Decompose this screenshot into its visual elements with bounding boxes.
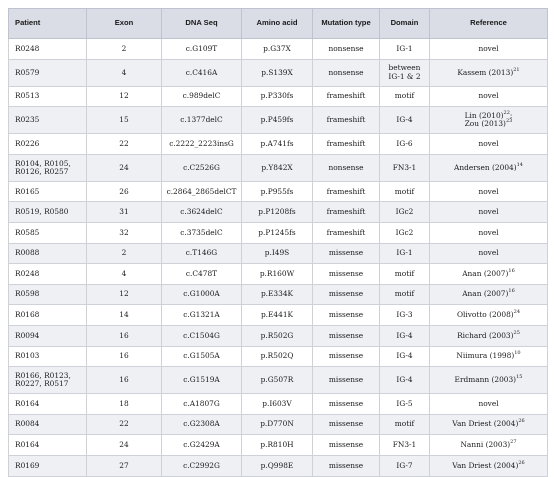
cell-domain (380, 202, 430, 223)
cell-exon: 27 (87, 455, 162, 476)
cell-exon: 14 (87, 305, 162, 326)
cell-patient (9, 435, 87, 456)
table-row (9, 367, 548, 394)
table-row (9, 107, 548, 134)
reference-text: Anan (2007) (462, 268, 509, 278)
cell-exon: 24 (87, 435, 162, 456)
cell-mutation-type: missense (313, 346, 380, 367)
cell-reference (430, 394, 548, 415)
cell-exon: 4 (87, 59, 162, 86)
domain-text: motif (394, 268, 415, 278)
cell-mutation-type: missense (313, 305, 380, 326)
domain-text: IG-4 (396, 115, 413, 125)
patient-id: R0103 (15, 351, 40, 361)
cell-domain (380, 86, 430, 107)
cell-patient (9, 284, 87, 305)
cell-amino-acid: p.S139X (242, 59, 313, 86)
cell-reference (430, 59, 548, 86)
cell-patient (9, 325, 87, 346)
patient-id: R0579 (15, 67, 40, 77)
reference-citation: 27 (510, 439, 517, 446)
cell-exon: 16 (87, 367, 162, 394)
cell-exon: 16 (87, 346, 162, 367)
cell-dna-seq: c.G1519A (162, 367, 242, 394)
cell-dna-seq: c.3624delC (162, 202, 242, 223)
cell-reference (430, 305, 548, 326)
reference-text: Anan (2007) (462, 289, 509, 299)
cell-mutation-type: frameshift (313, 222, 380, 243)
reference-citation: 21 (513, 66, 520, 73)
reference-text: Andersen (2004) (454, 162, 517, 172)
cell-patient (9, 394, 87, 415)
cell-domain (380, 367, 430, 394)
cell-dna-seq: c.G1000A (162, 284, 242, 305)
reference-citation: 25 (513, 329, 520, 336)
cell-amino-acid: p.Y842X (242, 154, 313, 181)
cell-amino-acid: p.P955fs (242, 181, 313, 202)
cell-domain (380, 305, 430, 326)
domain-text: IG-7 (396, 460, 413, 470)
domain-text: IG-4 (396, 330, 413, 340)
cell-domain (380, 394, 430, 415)
cell-domain (380, 455, 430, 476)
patient-id: R0519, R0580 (15, 207, 69, 217)
cell-reference (430, 107, 548, 134)
header-amino-acid: Amino acid (242, 9, 313, 39)
reference-citation: 10 (514, 350, 521, 357)
reference-text: novel (478, 91, 499, 101)
header-row (9, 9, 548, 39)
cell-dna-seq: c.C478T (162, 264, 242, 285)
reference-text: novel (478, 186, 499, 196)
cell-dna-seq: c.G1321A (162, 305, 242, 326)
cell-reference (430, 367, 548, 394)
cell-exon: 24 (87, 154, 162, 181)
reference-citation: 23 (505, 118, 513, 125)
table-row (9, 394, 548, 415)
cell-amino-acid: p.R810H (242, 435, 313, 456)
reference-citation: 26 (518, 459, 525, 466)
reference-citation: 16 (508, 288, 515, 295)
reference-citation: 22 (503, 110, 510, 117)
table-row (9, 284, 548, 305)
table-row (9, 86, 548, 107)
cell-domain (380, 414, 430, 435)
cell-dna-seq: c.C1504G (162, 325, 242, 346)
reference-text: Kassem (2013) (457, 67, 514, 77)
cell-domain (380, 435, 430, 456)
patient-id: R0585 (15, 227, 40, 237)
cell-patient (9, 264, 87, 285)
cell-amino-acid: p.G37X (242, 39, 313, 60)
table-row (9, 435, 548, 456)
cell-exon: 2 (87, 39, 162, 60)
reference-text: Nanni (2003) (460, 440, 511, 450)
table-row (9, 154, 548, 181)
cell-amino-acid: p.I49S (242, 243, 313, 264)
cell-patient (9, 107, 87, 134)
reference-citation: 26 (518, 418, 525, 425)
cell-patient (9, 154, 87, 181)
reference-citation: 15 (516, 374, 523, 381)
reference-text: novel (478, 227, 499, 237)
table-row (9, 305, 548, 326)
patient-id: R0598 (15, 289, 40, 299)
cell-mutation-type: missense (313, 264, 380, 285)
cell-exon: 4 (87, 264, 162, 285)
cell-exon: 31 (87, 202, 162, 223)
header-exon: Exon (87, 9, 162, 39)
cell-mutation-type: missense (313, 414, 380, 435)
cell-dna-seq: c.2222_2223insG (162, 134, 242, 155)
domain-text: IG-1 (396, 248, 413, 258)
reference-text: Van Driest (2004) (452, 419, 519, 429)
reference-text: novel (478, 207, 499, 217)
cell-mutation-type: frameshift (313, 134, 380, 155)
patient-id: R0094 (15, 330, 40, 340)
cell-domain (380, 39, 430, 60)
cell-mutation-type: missense (313, 435, 380, 456)
cell-mutation-type: missense (313, 455, 380, 476)
cell-mutation-type: missense (313, 284, 380, 305)
domain-text: IG-1 (396, 43, 413, 53)
cell-reference (430, 414, 548, 435)
cell-patient (9, 367, 87, 394)
cell-reference (430, 264, 548, 285)
reference-text: Lin (2010) (464, 111, 504, 121)
cell-reference (430, 455, 548, 476)
domain-text: motif (394, 91, 415, 101)
patient-id: R0168 (15, 310, 40, 320)
reference-text: Zou (2013) (464, 119, 506, 129)
cell-reference (430, 284, 548, 305)
cell-mutation-type: missense (313, 243, 380, 264)
cell-mutation-type: nonsense (313, 154, 380, 181)
cell-amino-acid: p.P330fs (242, 86, 313, 107)
domain-text: IG-3 (396, 310, 413, 320)
cell-reference (430, 325, 548, 346)
cell-exon: 22 (87, 414, 162, 435)
reference-text: novel (478, 248, 499, 258)
domain-text: IG-5 (396, 398, 413, 408)
patient-id: R0513 (15, 91, 40, 101)
cell-domain (380, 107, 430, 134)
reference-text: Olivotto (2008) (456, 310, 514, 320)
cell-amino-acid: p.P459fs (242, 107, 313, 134)
cell-dna-seq: c.C416A (162, 59, 242, 86)
table-row (9, 264, 548, 285)
cell-dna-seq: c.2864_2865delCT (162, 181, 242, 202)
cell-mutation-type: frameshift (313, 86, 380, 107)
mutation-table-container (8, 8, 547, 477)
cell-patient (9, 414, 87, 435)
cell-mutation-type: frameshift (313, 107, 380, 134)
cell-exon: 32 (87, 222, 162, 243)
cell-dna-seq: c.G2308A (162, 414, 242, 435)
reference-citation: 16 (508, 267, 515, 274)
cell-mutation-type: nonsense (313, 59, 380, 86)
table-row (9, 202, 548, 223)
cell-dna-seq: c.A1807G (162, 394, 242, 415)
cell-patient (9, 243, 87, 264)
cell-exon: 22 (87, 134, 162, 155)
table-row (9, 346, 548, 367)
cell-domain (380, 134, 430, 155)
cell-reference (430, 222, 548, 243)
cell-mutation-type: frameshift (313, 202, 380, 223)
cell-patient (9, 86, 87, 107)
cell-mutation-type: frameshift (313, 181, 380, 202)
cell-reference (430, 181, 548, 202)
cell-amino-acid: p.R160W (242, 264, 313, 285)
reference-citation: 14 (516, 161, 523, 168)
patient-id: R0227, R0517 (15, 379, 69, 389)
table-row (9, 243, 548, 264)
patient-id: R0235 (15, 115, 40, 125)
cell-dna-seq: c.T146G (162, 243, 242, 264)
domain-text: between (388, 63, 421, 73)
cell-mutation-type: missense (313, 394, 380, 415)
cell-amino-acid: p.A741fs (242, 134, 313, 155)
patient-id: R0248 (15, 43, 40, 53)
cell-domain (380, 346, 430, 367)
cell-patient (9, 222, 87, 243)
reference-text: novel (478, 398, 499, 408)
header-domain: Domain (380, 9, 430, 39)
cell-patient (9, 134, 87, 155)
cell-exon: 12 (87, 86, 162, 107)
header-dna-seq: DNA Seq (162, 9, 242, 39)
cell-amino-acid: p.G507R (242, 367, 313, 394)
cell-domain (380, 154, 430, 181)
domain-text: IG-1 & 2 (388, 71, 421, 81)
cell-patient (9, 346, 87, 367)
cell-exon: 12 (87, 284, 162, 305)
cell-domain (380, 243, 430, 264)
patient-id: R0088 (15, 248, 40, 258)
reference-text: Niimura (1998) (456, 351, 515, 361)
cell-dna-seq: c.C2992G (162, 455, 242, 476)
patient-id: R0126, R0257 (15, 166, 69, 176)
patient-id: R0248 (15, 268, 40, 278)
cell-amino-acid: p.D770N (242, 414, 313, 435)
cell-amino-acid: p.R502G (242, 325, 313, 346)
reference-text: novel (478, 138, 499, 148)
patient-id: R0165 (15, 186, 40, 196)
cell-domain (380, 264, 430, 285)
cell-amino-acid: p.P1245fs (242, 222, 313, 243)
cell-mutation-type: nonsense (313, 39, 380, 60)
cell-patient (9, 39, 87, 60)
reference-text: Richard (2003) (457, 330, 514, 340)
table-row (9, 414, 548, 435)
reference-separator: ; (509, 111, 513, 121)
patient-id: R0226 (15, 138, 40, 148)
cell-mutation-type: missense (313, 367, 380, 394)
cell-exon: 26 (87, 181, 162, 202)
domain-text: FN3-1 (392, 162, 417, 172)
domain-text: motif (394, 186, 415, 196)
cell-dna-seq: c.1377delC (162, 107, 242, 134)
cell-reference (430, 134, 548, 155)
domain-text: IG-6 (396, 138, 413, 148)
domain-text: IG-4 (396, 351, 413, 361)
reference-text: Van Driest (2004) (452, 460, 519, 470)
table-row (9, 222, 548, 243)
table-row (9, 181, 548, 202)
cell-reference (430, 435, 548, 456)
table-row (9, 59, 548, 86)
cell-reference (430, 346, 548, 367)
cell-domain (380, 222, 430, 243)
domain-text: motif (394, 419, 415, 429)
patient-id: R0084 (15, 419, 40, 429)
cell-patient (9, 305, 87, 326)
table-row (9, 455, 548, 476)
patient-id: R0104, R0105, (15, 158, 71, 168)
patient-id: R0169 (15, 460, 40, 470)
cell-reference (430, 86, 548, 107)
cell-patient (9, 59, 87, 86)
mutation-table (8, 8, 548, 477)
reference-text: Erdmann (2003) (454, 375, 517, 385)
cell-dna-seq: c.G109T (162, 39, 242, 60)
cell-dna-seq: c.C2526G (162, 154, 242, 181)
table-row (9, 39, 548, 60)
cell-reference (430, 39, 548, 60)
cell-amino-acid: p.E441K (242, 305, 313, 326)
cell-dna-seq: c.G1505A (162, 346, 242, 367)
domain-text: IGc2 (395, 227, 414, 237)
cell-reference (430, 202, 548, 223)
header-mutation-type: Mutation type (313, 9, 380, 39)
cell-patient (9, 181, 87, 202)
domain-text: IGc2 (395, 207, 414, 217)
cell-exon: 15 (87, 107, 162, 134)
cell-dna-seq: c.G2429A (162, 435, 242, 456)
cell-mutation-type: missense (313, 325, 380, 346)
reference-citation: 24 (513, 309, 521, 316)
patient-id: R0166, R0123, (15, 370, 71, 380)
domain-text: IG-4 (396, 375, 413, 385)
table-body (9, 39, 548, 477)
cell-domain (380, 325, 430, 346)
cell-amino-acid: p.E334K (242, 284, 313, 305)
cell-dna-seq: c.989delC (162, 86, 242, 107)
cell-domain (380, 59, 430, 86)
table-row (9, 325, 548, 346)
cell-patient (9, 202, 87, 223)
cell-domain (380, 284, 430, 305)
table-row (9, 134, 548, 155)
reference-text: novel (478, 43, 499, 53)
patient-id: R0164 (15, 440, 40, 450)
table-header (9, 9, 548, 39)
cell-exon: 2 (87, 243, 162, 264)
domain-text: motif (394, 289, 415, 299)
patient-id: R0164 (15, 398, 40, 408)
cell-amino-acid: p.I603V (242, 394, 313, 415)
cell-dna-seq: c.3735delC (162, 222, 242, 243)
cell-patient (9, 455, 87, 476)
cell-reference (430, 243, 548, 264)
cell-exon: 18 (87, 394, 162, 415)
cell-amino-acid: p.Q998E (242, 455, 313, 476)
cell-amino-acid: p.R502Q (242, 346, 313, 367)
header-reference: Reference (430, 9, 548, 39)
cell-exon: 16 (87, 325, 162, 346)
header-patient: Patient (9, 9, 87, 39)
cell-domain (380, 181, 430, 202)
cell-reference (430, 154, 548, 181)
domain-text: FN3-1 (392, 440, 417, 450)
cell-amino-acid: p.P1208fs (242, 202, 313, 223)
